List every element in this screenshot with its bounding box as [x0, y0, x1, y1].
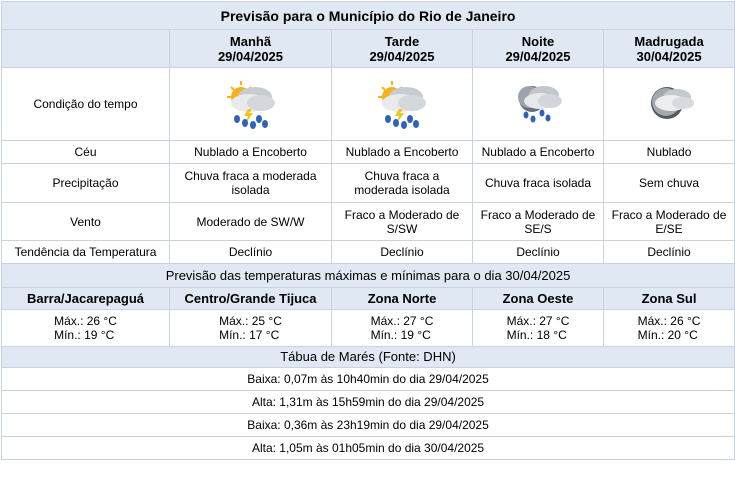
- rain-sun-cloud-icon: [372, 73, 432, 133]
- vento-value: Fraco a Moderado de E/SE: [604, 203, 735, 241]
- precip-value: Chuva fraca a moderada isolada: [170, 164, 332, 203]
- vento-value: Fraco a Moderado de S/SW: [332, 203, 473, 241]
- tendencia-value: Declínio: [332, 241, 473, 264]
- period-date: 30/04/2025: [636, 48, 702, 64]
- rain-sun-cloud-icon: [221, 73, 281, 133]
- condition-cell-tarde: [332, 68, 473, 141]
- temp-max: Máx.: 26 °C: [637, 314, 701, 328]
- ceu-value: Nublado a Encoberto: [473, 141, 604, 164]
- row-label-precipitacao: Precipitação: [2, 164, 170, 203]
- forecast-title: Previsão para o Município do Rio de Janeiro: [2, 2, 735, 30]
- precip-value: Chuva fraca isolada: [473, 164, 604, 203]
- zone-header: Zona Sul: [604, 288, 735, 310]
- period-name: Madrugada: [634, 33, 704, 49]
- tide-section-title: Tábua de Marés (Fonte: DHN): [2, 347, 735, 368]
- period-header-noite: [473, 30, 604, 68]
- temp-max: Máx.: 27 °C: [370, 314, 434, 328]
- period-header-manha: [170, 30, 332, 68]
- precip-value: Sem chuva: [604, 164, 735, 203]
- period-header-madrugada: [604, 30, 735, 68]
- precip-value: Chuva fraca a moderada isolada: [332, 164, 473, 203]
- period-name: Noite: [521, 33, 555, 49]
- tendencia-value: Declínio: [170, 241, 332, 264]
- empty-corner: [2, 30, 170, 68]
- zone-header: Zona Norte: [332, 288, 473, 310]
- temp-min: Mín.: 19 °C: [370, 328, 431, 342]
- row-label-vento: Vento: [2, 203, 170, 241]
- zone-temps: [604, 310, 735, 347]
- period-header-tarde: [332, 30, 473, 68]
- temp-max: Máx.: 26 °C: [54, 314, 117, 328]
- zone-header: Barra/Jacarepaguá: [2, 288, 170, 310]
- tide-row: Baixa: 0,07m às 10h40min do dia 29/04/2025: [2, 368, 735, 391]
- temp-section-title: Previsão das temperaturas máximas e mínimas para o dia 30/04/2025: [2, 264, 735, 288]
- period-name: Tarde: [384, 33, 420, 49]
- forecast-table: [1, 1, 735, 460]
- tendencia-value: Declínio: [473, 241, 604, 264]
- tide-row: Alta: 1,05m às 01h05min do dia 30/04/2025: [2, 437, 735, 460]
- zone-header: Zona Oeste: [473, 288, 604, 310]
- row-label-ceu: Céu: [2, 141, 170, 164]
- temp-min: Mín.: 19 °C: [54, 328, 115, 342]
- tendencia-value: Declínio: [604, 241, 735, 264]
- row-label-tendencia: Tendência da Temperatura: [2, 241, 170, 264]
- vento-value: Fraco a Moderado de SE/S: [473, 203, 604, 241]
- period-date: 29/04/2025: [217, 48, 284, 64]
- temp-max: Máx.: 27 °C: [506, 314, 570, 328]
- zone-header: Centro/Grande Tijuca: [170, 288, 332, 310]
- row-label-condicao: Condição do tempo: [2, 68, 170, 141]
- moon-cloud-icon: [639, 73, 699, 133]
- period-date: 29/04/2025: [369, 48, 435, 64]
- ceu-value: Nublado a Encoberto: [170, 141, 332, 164]
- condition-cell-noite: [473, 68, 604, 141]
- temp-min: Mín.: 18 °C: [506, 328, 567, 342]
- zone-temps: [473, 310, 604, 347]
- ceu-value: Nublado a Encoberto: [332, 141, 473, 164]
- ceu-value: Nublado: [604, 141, 735, 164]
- temp-min: Mín.: 17 °C: [219, 328, 280, 342]
- condition-cell-manha: [170, 68, 332, 141]
- temp-max: Máx.: 25 °C: [219, 314, 282, 328]
- tide-row: Baixa: 0,36m às 23h19min do dia 29/04/2025: [2, 414, 735, 437]
- condition-cell-madrugada: [604, 68, 735, 141]
- vento-value: Moderado de SW/W: [170, 203, 332, 241]
- zone-temps: [170, 310, 332, 347]
- temp-min: Mín.: 20 °C: [637, 328, 698, 342]
- tide-row: Alta: 1,31m às 15h59min do dia 29/04/2025: [2, 391, 735, 414]
- period-name: Manhã: [229, 33, 272, 49]
- rain-moon-cloud-icon: [508, 73, 568, 133]
- period-date: 29/04/2025: [505, 48, 571, 64]
- zone-temps: [332, 310, 473, 347]
- zone-temps: [2, 310, 170, 347]
